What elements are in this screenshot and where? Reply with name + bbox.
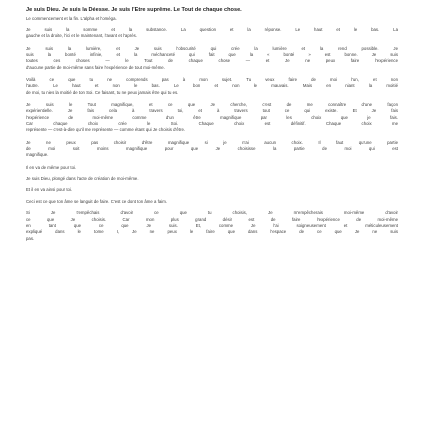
text-line: Si Je t'empêchais d'avoir ce que tu choisis, Je m'empêcherais moi-même d'avoir [26, 210, 398, 216]
text-line: magnifique. [26, 152, 49, 158]
text-line: expliqué dans le tome I, Je ne peux le faire que dans l'espace de ce que Je ne suis [26, 229, 398, 235]
paragraph [26, 46, 398, 71]
paragraph [26, 176, 398, 182]
text-line: Je suis Dieu, plongé dans l'acte de création de moi-même. [26, 176, 139, 182]
paragraph [26, 16, 398, 22]
text-line: ce que Je choisis. Car mon plus grand désir est de faire l'expérience de moi-même [26, 216, 398, 222]
text-line: de moi, tu nies la moitié de ton Soi. Ce faisant, tu ne peux jamais être qui tu es. [26, 89, 179, 95]
text-line: en tant que ce que Je suis. Et, comme Je l'ai soigneusement et méticuleusement [26, 222, 398, 228]
text-line: gauche et la droite, l'ici et le maintenant, l'avant et l'après. [26, 33, 137, 39]
text-line: Ceci est ce que ton âme se languit de faire. C'est ce dont ton âme a faim. [26, 198, 168, 204]
text-line: d'aucune partie de moi-même sans faire l'expérience de tout moi-même. [26, 64, 165, 70]
paragraph [26, 210, 398, 242]
text-line: expérientielle. Je fais cela à travers toi, et à travers tout ce qui existe. Et Je fais [26, 108, 398, 114]
text-line: Je ne peux pas choisir d'être magnifique si je n'ai aucun choix. Il faut qu'une partie [26, 139, 398, 145]
paragraph [26, 27, 398, 40]
text-line: Il en va de même pour toi. [26, 164, 77, 170]
paragraph [26, 140, 398, 159]
text-line: Car chaque choix crée le Soi. Chaque choix est définitif. Chaque choix me [26, 121, 398, 127]
paragraph [26, 199, 398, 205]
paragraph [26, 102, 398, 134]
text-line: de moi soit moins magnifique pour que Je choisisse la partie de moi qui est [26, 146, 398, 152]
text-line: suis la bonté infinie, et la méchanceté qui fait que la « bonté » est bonne. Je suis [26, 51, 398, 57]
text-line: l'expérience de moi-même comme d'un être magnifique par les choix que je fais. [26, 114, 398, 120]
paragraph [26, 165, 398, 171]
text-line: Je suis la lumière, et Je suis l'obscurité qui crée la lumière et la rend possible. Je [26, 45, 398, 51]
text-line: Le commencement et la fin. L'alpha et l'oméga. [26, 15, 117, 21]
text-line: représente — c'est-à-dire qu'il me représente — comme étant qui Je choisis d'être. [26, 127, 186, 133]
document-body [26, 16, 398, 242]
text-line: toutes ces choses — le Tout de chaque chose — et Je ne peux faire l'expérience [26, 58, 398, 64]
paragraph [26, 77, 398, 96]
document-page [26, 7, 398, 248]
text-line: pas. [26, 235, 35, 241]
paragraph [26, 187, 398, 193]
page-heading: Je suis Dieu. Je suis la Déesse. Je suis l'Être suprême. Le Tout de chaque chose. [26, 7, 242, 13]
text-line: Voilà ce que tu ne comprends pas à mon sujet. Tu veux faire de moi l'un, et non [26, 77, 398, 82]
text-line: l'autre. Le haut et non le bas. Le bon et non le mauvais. Mais en niant la moitié [26, 83, 398, 89]
text-line: Je suis la somme et la substance. La question et la réponse. Le haut et le bas. La [26, 26, 398, 32]
text-line: Je suis le Tout magnifique, et ce que Je cherche, c'est de me connaître d'une façon [26, 102, 398, 108]
text-line: Et il en va ainsi pour toi. [26, 187, 73, 193]
